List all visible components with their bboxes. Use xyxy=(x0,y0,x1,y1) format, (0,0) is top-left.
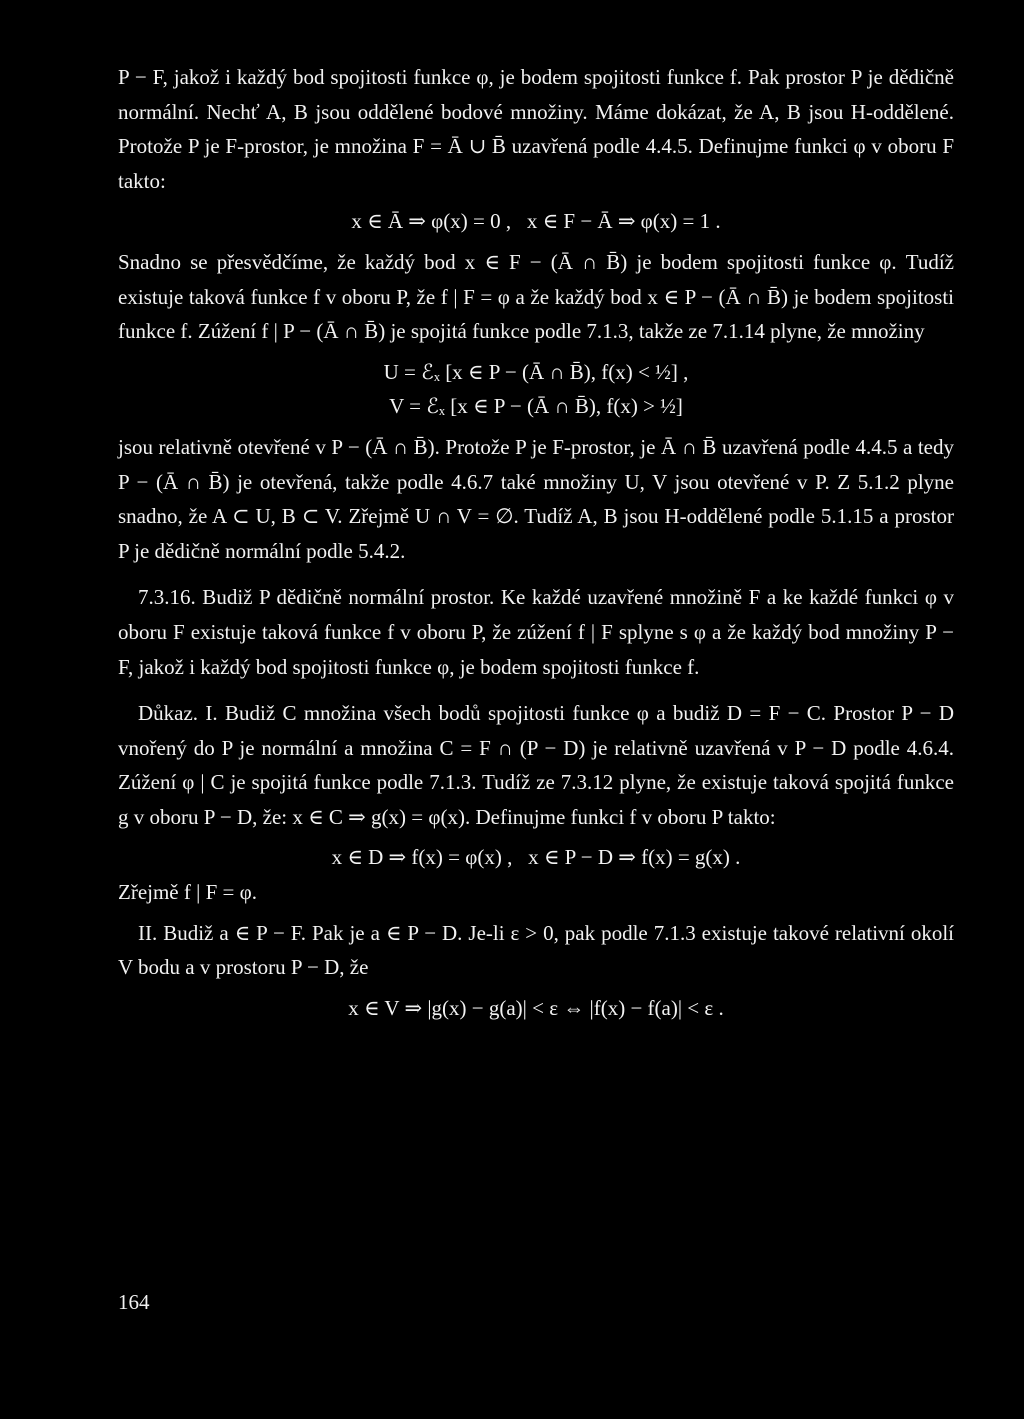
paragraph-proof-1: Důkaz. I. Budiž C množina všech bodů spojitosti funkce φ a budiž D = F − C. Prostor P − D vnořený do P je normální a množina C = F ∩ (P − D) je relativně uzavřená v P − D podle 4.6.4. Zúžení φ | C je spojitá funkce podle 7.1.3. Tudíž ze 7.3.12 plyne, že existuje taková spojitá funkce g v oboru P − D, že: x ∈ C ⇒ g(x) = φ(x). Definujme funkci f v oboru P takto: xyxy=(118,701,954,829)
formula-2: U = ℰₓ [x ∈ P − (Ā ∩ B̄), f(x) < ½] , xyxy=(383,359,689,384)
page-number: 164 xyxy=(118,1290,150,1314)
formula-3: V = ℰₓ [x ∈ P − (Ā ∩ B̄), f(x) > ½] xyxy=(389,394,683,419)
paragraph-proof-2: II. Budiž a ∈ P − F. Pak je a ∈ P − D. Je-li ε > 0, pak podle 7.1.3 existuje takové relativní okolí V bodu a v prostoru P − D, že xyxy=(118,920,954,980)
paragraph-4: Zřejmě f | F = φ. xyxy=(118,880,257,905)
formula-4: x ∈ D ⇒ f(x) = φ(x) , x ∈ P − D ⇒ f(x) = g(x) . xyxy=(331,845,741,870)
formula-5: x ∈ V ⇒ |g(x) − g(a)| < ε ⇔ |f(x) − f(a)| < ε . xyxy=(348,995,724,1020)
paragraph-3: jsou relativně otevřené v P − (Ā ∩ B̄). Protože P je F-prostor, je Ā ∩ B̄ uzavřená podle 4.4.5 a tedy P − (Ā ∩ B̄) je otevřená, takže podle 4.6.7 také množiny U, V jsou otevřené v P. Z 5.1.2 plyne snadno, že A ⊂ U, B ⊂ V. Zřejmě U ∩ V = ∅. Tudíž A, B jsou H-oddělené podle 5.1.15 a prostor P je dědičně normální podle 5.4.2. xyxy=(118,434,954,563)
paragraph-1: P − F, jakož i každý bod spojitosti funkce φ, je bodem spojitosti funkce f. Pak prostor P je dědičně normální. Nechť A, B jsou oddělené bodové množiny. Máme dokázat, že A, B jsou H-oddělené. Protože P je F-prostor, je množina F = Ā ∪ B̄ uzavřená podle 4.4.5. Definujme funkci φ v oboru F takto: xyxy=(118,65,954,193)
formula-1: x ∈ Ā ⇒ φ(x) = 0 , x ∈ F − Ā ⇒ φ(x) = 1 . xyxy=(351,209,721,234)
paragraph-2: Snadno se přesvědčíme, že každý bod x ∈ F − (Ā ∩ B̄) je bodem spojitosti funkce φ. Tudíž existuje taková funkce f v oboru P, že f | F = φ a že každý bod x ∈ P − (Ā ∩ B̄) je bodem spojitosti funkce f. Zúžení f | P − (Ā ∩ B̄) je spojitá funkce podle 7.1.3, takže ze 7.1.14 plyne, že množiny xyxy=(118,249,954,344)
page-body xyxy=(118,60,954,1025)
paragraph-theorem: 7.3.16. Budiž P dědičně normální prostor. Ke každé uzavřené množině F a ke každé funkci φ v oboru F existuje taková funkce f v oboru P, že zúžení f | F splyne s φ a že každý bod množiny P − F, jakož i každý bod spojitosti funkce φ, je bodem spojitosti funkce f. xyxy=(118,585,954,679)
